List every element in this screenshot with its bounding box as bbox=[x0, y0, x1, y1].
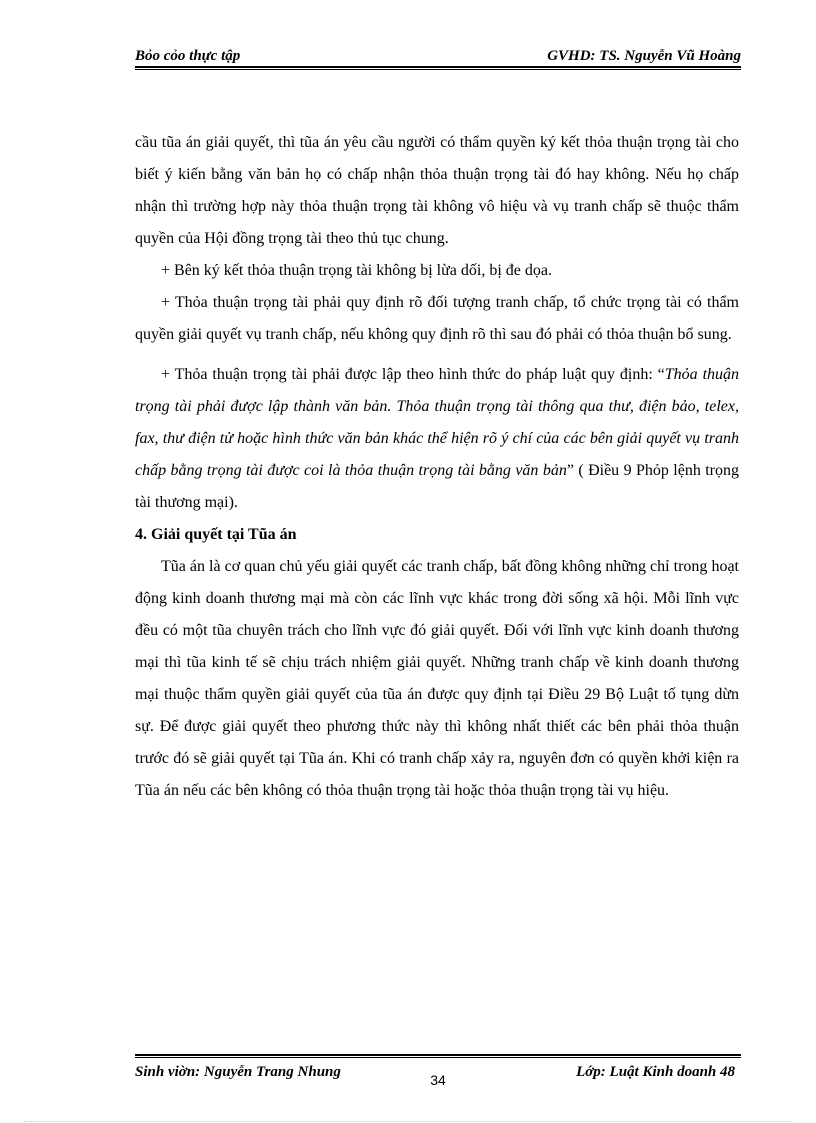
header-supervisor: GVHD: TS. Nguyễn Vũ Hoàng bbox=[547, 48, 741, 64]
header-rule bbox=[135, 66, 741, 68]
paragraph-2: + Bên ký kết thỏa thuận trọng tài không bị lừa dối, bị đe dọa. bbox=[161, 262, 552, 279]
page-header bbox=[135, 44, 741, 68]
paragraph-3: + Thỏa thuận trọng tài phải quy định rõ đối tượng tranh chấp, tổ chức trọng tài có thẩm quyền giải quyết vụ tranh chấp, nếu không quy định rõ thì sau đó phải có thỏa thuận bổ sung. bbox=[135, 294, 739, 343]
footer-class: Lớp: Luật Kinh doanh 48 bbox=[576, 1064, 735, 1080]
page-body bbox=[135, 127, 739, 807]
paragraph-4 bbox=[135, 359, 739, 519]
paragraph-4-intro: + Thỏa thuận trọng tài phải được lập theo hình thức do pháp luật quy định: “ bbox=[161, 366, 665, 383]
paragraph-1: cầu tũa án giải quyết, thì tũa án yêu cầu người có thẩm quyền ký kết thỏa thuận trọng tài cho biết ý kiến bằng văn bản họ có chấp nhận thỏa thuận trọng tài đó hay không. Nếu họ chấp nhận thì trường hợp này thỏa thuận trọng tài không vô hiệu và vụ tranh chấp sẽ thuộc thẩm quyền của Hội đồng trọng tài theo thủ tục chung. bbox=[135, 134, 739, 247]
footer-rule bbox=[135, 1054, 741, 1056]
section-heading: 4. Giải quyết tại Tũa án bbox=[135, 526, 297, 543]
page-number: 34 bbox=[430, 1072, 446, 1088]
footer-rule-thin bbox=[135, 1057, 741, 1058]
page-footer bbox=[135, 1054, 741, 1094]
paragraph-5: Tũa án là cơ quan chủ yếu giải quyết các tranh chấp, bất đồng không những chỉ trong hoạt động kinh doanh thương mại mà còn các lĩnh vực khác trong đời sống xã hội. Mỗi lĩnh vực đều có một tũa chuyên trách cho lĩnh vực đó giải quyết. Đối với lĩnh vực kinh doanh thương mại thì tũa kinh tế sẽ chịu trách nhiệm giải quyết. Những tranh chấp về kinh doanh thương mại thuộc thẩm quyền giải quyết của tũa án được quy định tại Điều 29 Bộ Luật tố tụng dừn sự. Để được giải quyết theo phương thức này thì không nhất thiết các bên phải thỏa thuận trước đó sẽ giải quyết tại Tũa án. Khi có tranh chấp xảy ra, nguyên đơn có quyền khởi kiện ra Tũa án nếu các bên không có thỏa thuận trọng tài hoặc thỏa thuận trọng tài vụ hiệu. bbox=[135, 558, 739, 799]
header-report-title: Bỏo cỏo thực tập bbox=[135, 48, 241, 64]
footer-student: Sinh viờn: Nguyễn Trang Nhung bbox=[135, 1064, 341, 1080]
paragraph-4-citation: ” ( Điều 9 Phỏp lệnh trọng tài thương mại). bbox=[135, 462, 740, 511]
paragraph-4-quote: Thỏa thuận trọng tài phải được lập thành văn bản. Thỏa thuận trọng tài thông qua thư, điện bảo, telex, fax, thư điện tử hoặc hình thức văn bản khác thể hiện rõ ý chí của các bên giải quyết vụ tranh chấp bằng trọng tài được coi là thỏa thuận trọng tài bằng văn bản bbox=[135, 366, 740, 479]
header-rule-thin bbox=[135, 69, 741, 70]
